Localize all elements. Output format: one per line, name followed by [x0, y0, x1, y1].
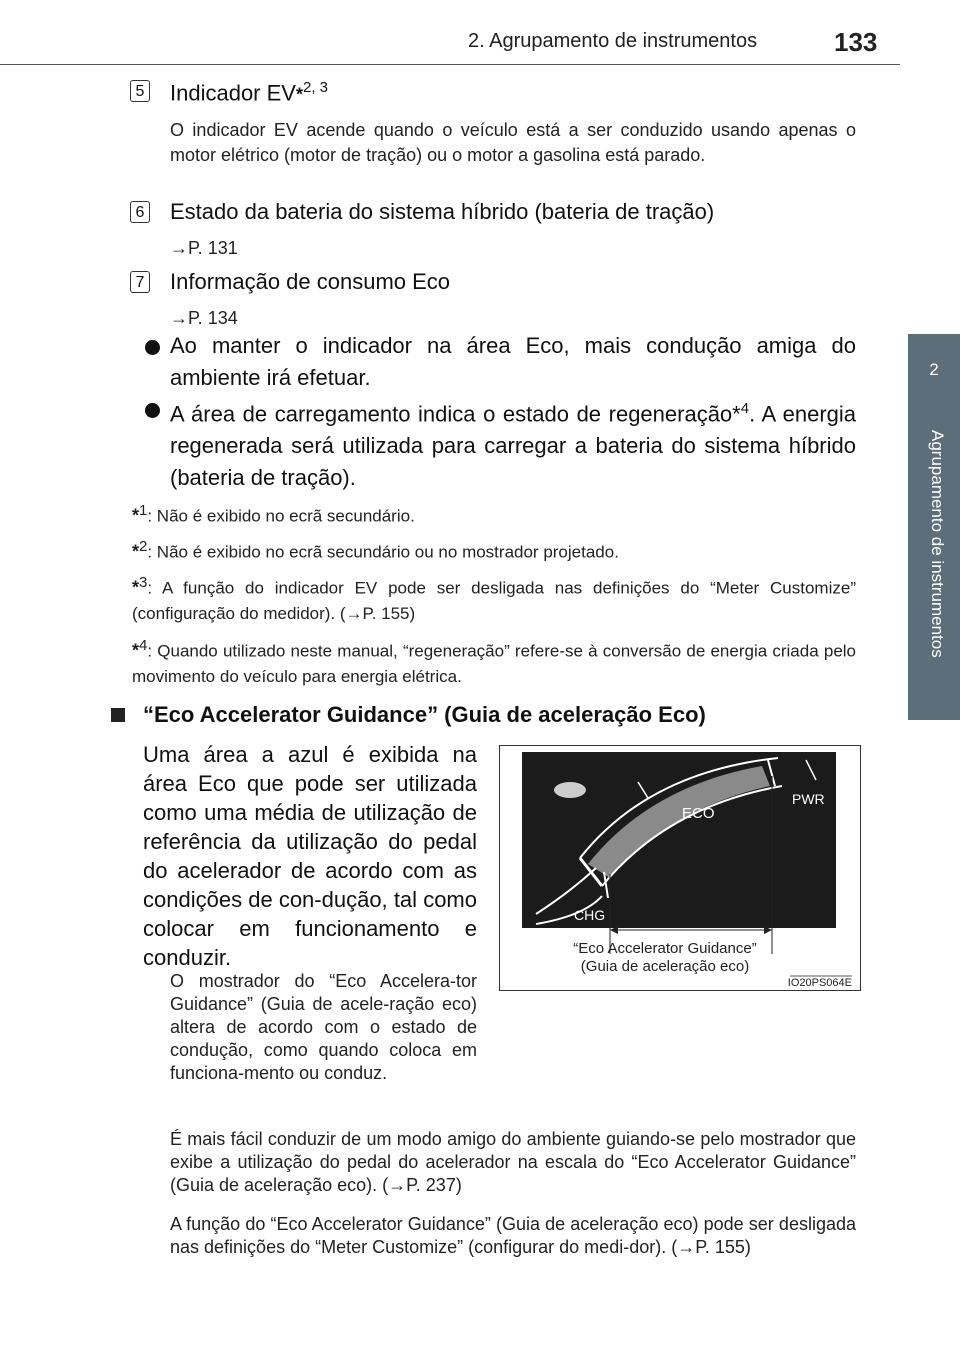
item-title	[170, 79, 328, 106]
chg-label: CHG	[574, 907, 606, 923]
footnote-mark: *	[295, 84, 303, 105]
bullet-text-part: A área de carregamento indica o estado de regeneração*	[170, 401, 741, 427]
bullet-text	[170, 393, 856, 494]
footnote-mark: *	[132, 640, 140, 661]
bullet-icon	[145, 403, 160, 418]
footnote-ref: 4	[740, 400, 750, 417]
eco-guidance-figure	[499, 745, 861, 991]
header-divider	[0, 64, 900, 65]
section-paragraph: É mais fácil conduzir de um modo amigo do ambiente guiando-se pelo mostrador que exibe a utilização do pedal do acelerador na escala do “Eco Accelerator Guidance” (Guia de aceleração eco). (→P. 237)	[170, 1129, 856, 1195]
header-title: 2. Agrupamento de instrumentos	[468, 30, 758, 52]
item-title: Estado da bateria do sistema híbrido (bateria de tração)	[170, 199, 715, 224]
section-square-icon	[111, 708, 125, 722]
item-number-badge: 7	[130, 271, 150, 293]
footnote-number: 3	[139, 574, 148, 591]
item-number-badge: 6	[130, 201, 150, 223]
item-title-text: Indicador EV	[170, 80, 296, 106]
figure-caption-line1: “Eco Accelerator Guidance”	[573, 940, 757, 957]
page-reference[interactable]: →P. 131	[170, 238, 238, 258]
footnote	[132, 498, 856, 529]
footnote-mark: *	[132, 505, 140, 526]
bullet-text-part: . A energia regenerada será utilizada para carregar a bateria do sistema híbrido (bateria de tração).	[170, 401, 856, 491]
section-intro: Uma área a azul é exibida na área Eco que pode ser utilizada como uma média de utilização de referência da utilização do pedal do acelerador de acordo com as condições de con-dução, tal como colocar em funcionamento e conduzir.	[143, 742, 477, 970]
footnote	[132, 534, 856, 565]
eco-guidance-diagram	[500, 746, 860, 990]
footnote-number: 4	[139, 637, 148, 654]
figure-caption-line2: (Guia de aceleração eco)	[580, 958, 750, 975]
section-title: “Eco Accelerator Guidance” (Guia de aceleração Eco)	[143, 702, 706, 727]
footnote	[132, 570, 856, 626]
footnote-number: 2	[139, 538, 148, 555]
car-icon	[554, 782, 586, 798]
eco-label: ECO	[682, 805, 715, 822]
item-description: O indicador EV acende quando o veículo está a ser conduzido usando apenas o motor elétrico (motor de tração) ou o motor a gasolina está parado.	[170, 120, 856, 165]
footnote-text: : Quando utilizado neste manual, “regeneração” refere-se à conversão de energia criada pelo movimento do veículo para energia elétrica.	[132, 641, 856, 686]
footnote-ref: 2, 3	[302, 79, 329, 96]
footnote-text: : Não é exibido no ecrã secundário ou no mostrador projetado.	[147, 542, 619, 562]
figure-id: IO20PS064E	[787, 977, 852, 989]
footnote-number: 1	[139, 502, 148, 519]
footnote-mark: *	[132, 541, 140, 562]
bullet-text: Ao manter o indicador na área Eco, mais condução amiga do ambiente irá efetuar.	[170, 333, 856, 390]
pwr-label: PWR	[792, 791, 825, 807]
footnote-text: : A função do indicador EV pode ser desligada nas definições do “Meter Customize” (configuração do medidor). (→P. 155)	[132, 578, 856, 623]
page-reference[interactable]: →P. 134	[170, 308, 238, 328]
item-number-badge: 5	[130, 80, 150, 102]
footnote-text: : Não é exibido no ecrã secundário.	[147, 506, 415, 526]
item-title: Informação de consumo Eco	[170, 269, 451, 294]
bullet-icon	[145, 340, 160, 355]
chapter-tab-number: 2	[929, 360, 939, 379]
section-paragraph: A função do “Eco Accelerator Guidance” (Guia de aceleração eco) pode ser desligada nas definições do “Meter Customize” (configurar do medi-dor). (→P. 155)	[170, 1214, 856, 1257]
chapter-tab-label: Agrupamento de instrumentos	[928, 430, 947, 658]
page-number: 133	[834, 27, 878, 57]
footnote-mark: *	[132, 577, 140, 598]
section-note: O mostrador do “Eco Accelera-tor Guidance” (Guia de acele-ração eco) altera de acordo com o estado de condução, como quando coloca em funciona-mento ou conduz.	[170, 971, 477, 1083]
footnote	[132, 633, 856, 689]
